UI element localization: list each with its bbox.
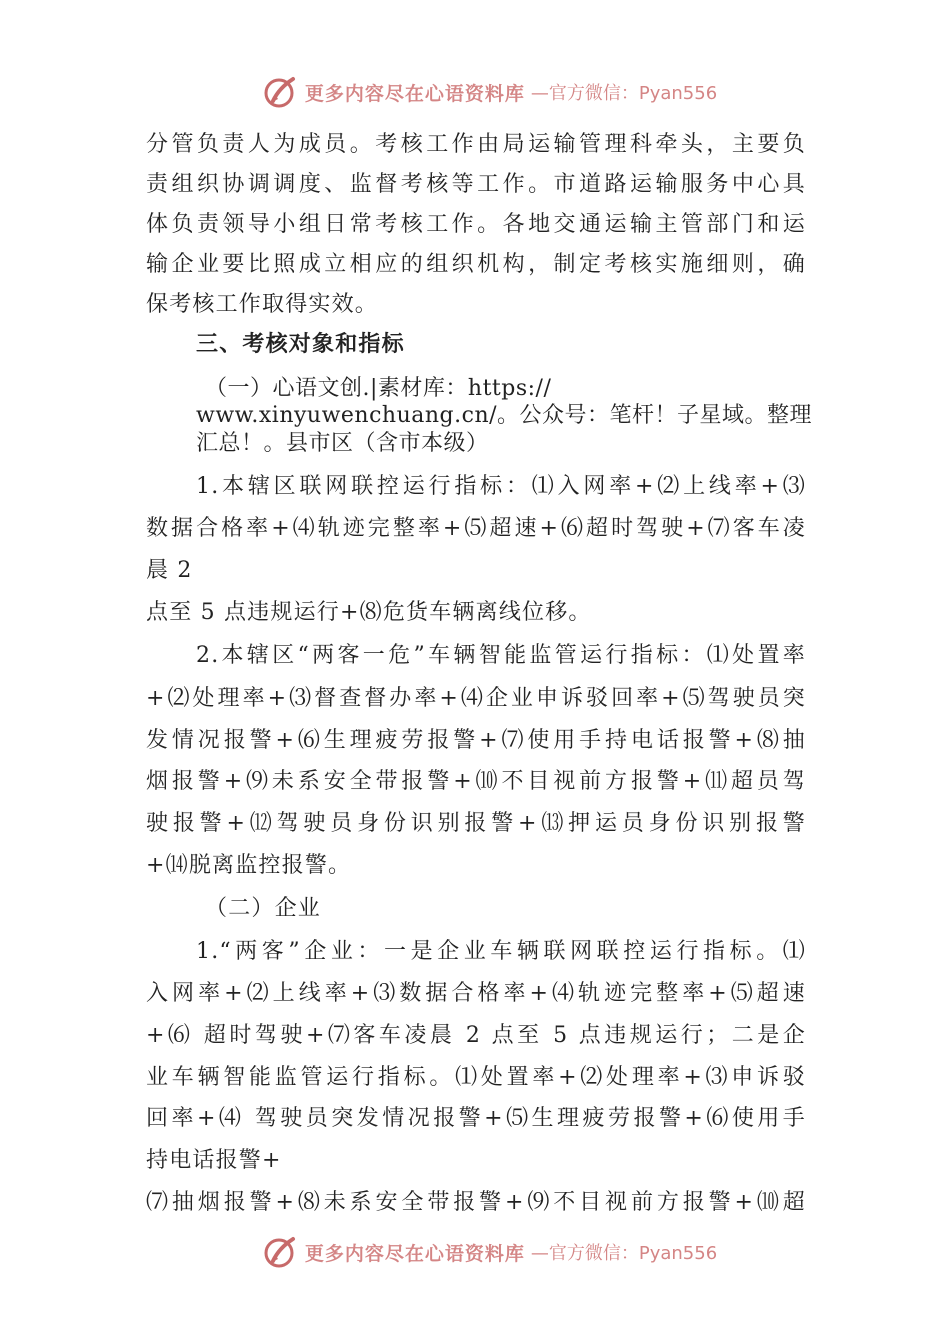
subsection-line: 汇总！。县市区（含市本级） <box>196 431 489 456</box>
footer-banner-text: 更多内容尽在心语资料库 <box>304 1242 525 1265</box>
section-heading: 三、考核对象和指标 <box>196 331 405 357</box>
paragraph-line: 分管负责人为成员。考核工作由局运输管理科牵头，主要负 <box>146 132 806 157</box>
paragraph-line: 发情况报警+⑹生理疲劳报警+⑺使用手持电话报警+⑻抽 <box>146 728 806 753</box>
paragraph-line: 输企业要比照成立相应的组织机构，制定考核实施细则，确 <box>146 252 806 277</box>
header-banner-wechat: —官方微信：Pyan556 <box>530 83 718 104</box>
paragraph-line: +⑹ 超时驾驶+⑺客车凌晨 2 点至 5 点违规运行；二是企 <box>146 1023 806 1048</box>
paragraph-line: 晨 2 <box>146 558 193 583</box>
paragraph-line: 保考核工作取得实效。 <box>146 292 379 317</box>
paragraph-line: 点至 5 点违规运行+⑻危货车辆离线位移。 <box>146 600 592 625</box>
header-banner-content <box>263 74 717 110</box>
paragraph-line: 驶报警+⑿驾驶员身份识别报警+⒀押运员身份识别报警 <box>146 811 806 836</box>
footer-banner-content <box>263 1234 717 1270</box>
footer-banner-wechat: —官方微信：Pyan556 <box>530 1243 718 1264</box>
paragraph-line: 责组织协调调度、监督考核等工作。市道路运输服务中心具 <box>146 172 806 197</box>
paragraph-line: 业车辆智能监管运行指标。⑴处置率+⑵处理率+⑶申诉驳 <box>146 1065 806 1090</box>
paragraph-line: 1.本辖区联网联控运行指标：⑴入网率+⑵上线率+⑶ <box>196 474 806 499</box>
paragraph-line: 体负责领导小组日常考核工作。各地交通运输主管部门和运 <box>146 212 806 237</box>
header-banner <box>0 72 950 112</box>
subsection-line: www.xinyuwenchuang.cn/。公众号：笔杆！子星域。整理 <box>196 403 813 428</box>
paragraph-line: 1.“两客”企业：一是企业车辆联网联控运行指标。⑴ <box>196 939 806 964</box>
paragraph-line: ⑺抽烟报警+⑻未系安全带报警+⑼不目视前方报警+⑽超 <box>146 1190 806 1215</box>
subsection-heading: （二）企业 <box>205 896 322 921</box>
subsection-line: （一）心语文创.|素材库：https:// <box>205 376 552 401</box>
paragraph-line: 烟报警+⑼未系安全带报警+⑽不目视前方报警+⑾超员驾 <box>146 769 806 794</box>
paragraph-line: +⑵处理率+⑶督查督办率+⑷企业申诉驳回率+⑸驾驶员突 <box>146 686 806 711</box>
brush-logo-icon <box>263 74 299 110</box>
header-banner-text: 更多内容尽在心语资料库 <box>304 82 525 105</box>
paragraph-line: +⒁脱离监控报警。 <box>146 853 352 878</box>
paragraph-line: 数据合格率+⑷轨迹完整率+⑸超速+⑹超时驾驶+⑺客车凌 <box>146 516 806 541</box>
paragraph-line: 入网率+⑵上线率+⑶数据合格率+⑷轨迹完整率+⑸超速 <box>146 981 806 1006</box>
footer-banner <box>0 1232 950 1272</box>
paragraph-line: 回率+⑷ 驾驶员突发情况报警+⑸生理疲劳报警+⑹使用手 <box>146 1106 806 1131</box>
brush-logo-icon <box>263 1234 299 1270</box>
paragraph-line: 持电话报警+ <box>146 1148 282 1173</box>
paragraph-line: 2.本辖区“两客一危”车辆智能监管运行指标：⑴处置率 <box>196 643 806 668</box>
